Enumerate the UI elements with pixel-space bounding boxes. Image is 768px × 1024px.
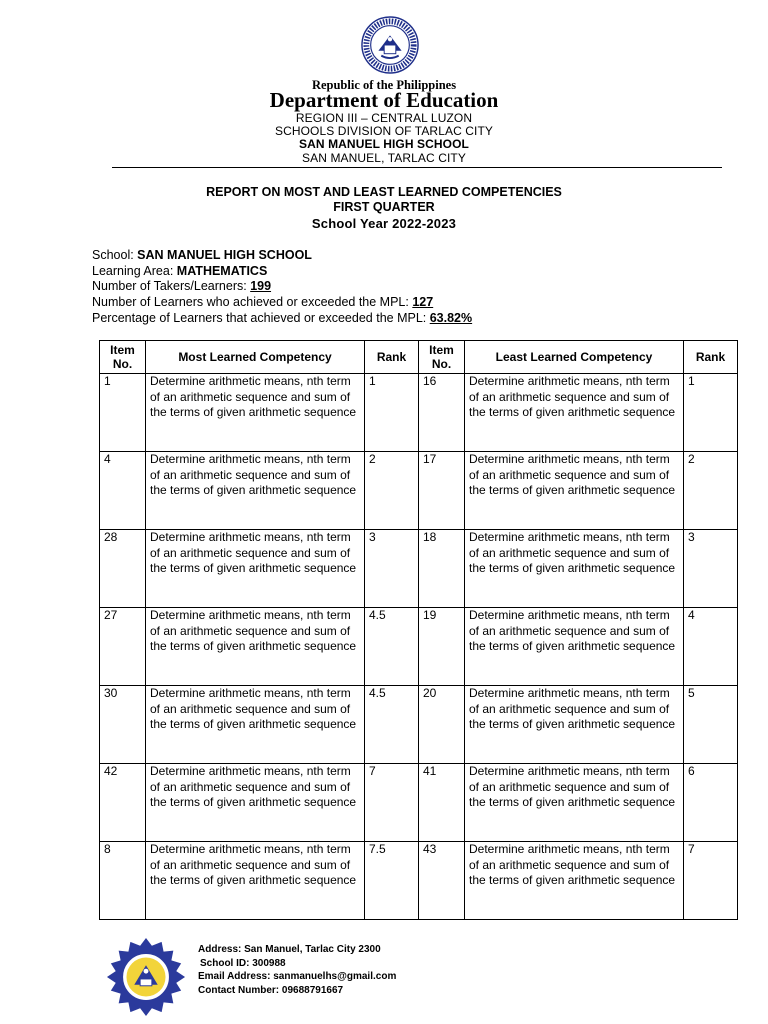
- least-rank: 6: [684, 764, 738, 842]
- footer-address: Address: San Manuel, Tarlac City 2300: [198, 944, 381, 955]
- least-item-no: 18: [419, 530, 465, 608]
- least-competency: Determine arithmetic means, nth term of an arithmetic sequence and sum of the terms of given arithmetic sequence: [465, 374, 684, 452]
- least-item-no: 41: [419, 764, 465, 842]
- least-competency: Determine arithmetic means, nth term of an arithmetic sequence and sum of the terms of given arithmetic sequence: [465, 452, 684, 530]
- most-item-no: 4: [100, 452, 146, 530]
- most-competency: Determine arithmetic means, nth term of an arithmetic sequence and sum of the terms of given arithmetic sequence: [146, 608, 365, 686]
- info-achieved-label: Number of Learners who achieved or exceeded the MPL:: [92, 295, 413, 309]
- info-pct-value: 63.82%: [429, 311, 473, 325]
- school-logo-icon: [105, 936, 187, 1018]
- header-rank-least: Rank: [684, 341, 738, 374]
- least-rank: 2: [684, 452, 738, 530]
- info-school-value: SAN MANUEL HIGH SCHOOL: [137, 248, 312, 262]
- info-achieved: [92, 295, 433, 309]
- most-item-no: 27: [100, 608, 146, 686]
- table-row: [100, 530, 738, 608]
- header-most-learned: Most Learned Competency: [146, 341, 365, 374]
- least-rank: 1: [684, 374, 738, 452]
- table-row: [100, 686, 738, 764]
- town-line: SAN MANUEL, TARLAC CITY: [302, 151, 466, 165]
- competency-table: [99, 340, 738, 920]
- info-achieved-value: 127: [412, 295, 434, 309]
- most-item-no: 1: [100, 374, 146, 452]
- footer-contact-number: Contact Number: 09688791667: [198, 984, 344, 996]
- most-competency: Determine arithmetic means, nth term of an arithmetic sequence and sum of the terms of given arithmetic sequence: [146, 764, 365, 842]
- least-competency: Determine arithmetic means, nth term of an arithmetic sequence and sum of the terms of given arithmetic sequence: [465, 764, 684, 842]
- most-competency: Determine arithmetic means, nth term of an arithmetic sequence and sum of the terms of given arithmetic sequence: [146, 452, 365, 530]
- most-rank: 1: [365, 374, 419, 452]
- least-rank: 5: [684, 686, 738, 764]
- most-competency: Determine arithmetic means, nth term of an arithmetic sequence and sum of the terms of given arithmetic sequence: [146, 842, 365, 920]
- table-row: [100, 374, 738, 452]
- header-rank-most: Rank: [365, 341, 419, 374]
- info-pct-label: Percentage of Learners that achieved or exceeded the MPL:: [92, 311, 430, 325]
- most-item-no: 30: [100, 686, 146, 764]
- table-row: [100, 452, 738, 530]
- least-item-no: 17: [419, 452, 465, 530]
- info-school: [92, 248, 312, 262]
- most-rank: 4.5: [365, 686, 419, 764]
- least-item-no: 20: [419, 686, 465, 764]
- most-competency: Determine arithmetic means, nth term of an arithmetic sequence and sum of the terms of given arithmetic sequence: [146, 374, 365, 452]
- most-rank: 7: [365, 764, 419, 842]
- info-school-label: School:: [92, 248, 138, 262]
- most-item-no: 8: [100, 842, 146, 920]
- most-competency: Determine arithmetic means, nth term of an arithmetic sequence and sum of the terms of given arithmetic sequence: [146, 686, 365, 764]
- deped-seal-icon: [361, 16, 419, 74]
- header-item-no-least: Item No.: [419, 341, 465, 374]
- info-takers-label: Number of Takers/Learners:: [92, 279, 251, 293]
- least-item-no: 43: [419, 842, 465, 920]
- most-item-no: 28: [100, 530, 146, 608]
- republic-line: Republic of the Philippines: [311, 78, 457, 92]
- footer-contact-block: [198, 943, 396, 997]
- info-area-label: Learning Area:: [92, 264, 177, 278]
- most-item-no: 42: [100, 764, 146, 842]
- least-rank: 4: [684, 608, 738, 686]
- region-line: REGION III – CENTRAL LUZON: [295, 111, 473, 125]
- report-title: REPORT ON MOST AND LEAST LEARNED COMPETENCIES: [206, 185, 562, 199]
- department-title: Department of Education: [269, 88, 499, 112]
- school-name-line: SAN MANUEL HIGH SCHOOL: [299, 137, 469, 151]
- info-percentage: [92, 311, 472, 325]
- quarter-title: FIRST QUARTER: [333, 200, 435, 214]
- info-takers-value: 199: [250, 279, 272, 293]
- least-item-no: 19: [419, 608, 465, 686]
- table-row: [100, 764, 738, 842]
- header-least-learned: Least Learned Competency: [465, 341, 684, 374]
- header-item-no-most: Item No.: [100, 341, 146, 374]
- most-rank: 7.5: [365, 842, 419, 920]
- most-rank: 4.5: [365, 608, 419, 686]
- info-learning-area: [92, 264, 267, 278]
- school-year-title: School Year 2022-2023: [311, 216, 457, 231]
- footer-school-id: School ID: 300988: [200, 957, 286, 969]
- table-row: [100, 608, 738, 686]
- least-competency: Determine arithmetic means, nth term of an arithmetic sequence and sum of the terms of given arithmetic sequence: [465, 686, 684, 764]
- most-rank: 3: [365, 530, 419, 608]
- least-item-no: 16: [419, 374, 465, 452]
- footer-email: Email Address: sanmanuelhs@gmail.com: [198, 971, 397, 982]
- header-divider: [112, 167, 722, 168]
- info-takers: [92, 279, 271, 293]
- least-competency: Determine arithmetic means, nth term of an arithmetic sequence and sum of the terms of given arithmetic sequence: [465, 842, 684, 920]
- table-header-row: [100, 341, 738, 374]
- least-rank: 3: [684, 530, 738, 608]
- most-competency: Determine arithmetic means, nth term of an arithmetic sequence and sum of the terms of given arithmetic sequence: [146, 530, 365, 608]
- least-competency: Determine arithmetic means, nth term of an arithmetic sequence and sum of the terms of given arithmetic sequence: [465, 530, 684, 608]
- info-area-value: MATHEMATICS: [176, 264, 268, 278]
- division-line: SCHOOLS DIVISION OF TARLAC CITY: [274, 124, 494, 138]
- table-row: [100, 842, 738, 920]
- least-rank: 7: [684, 842, 738, 920]
- most-rank: 2: [365, 452, 419, 530]
- least-competency: Determine arithmetic means, nth term of an arithmetic sequence and sum of the terms of given arithmetic sequence: [465, 608, 684, 686]
